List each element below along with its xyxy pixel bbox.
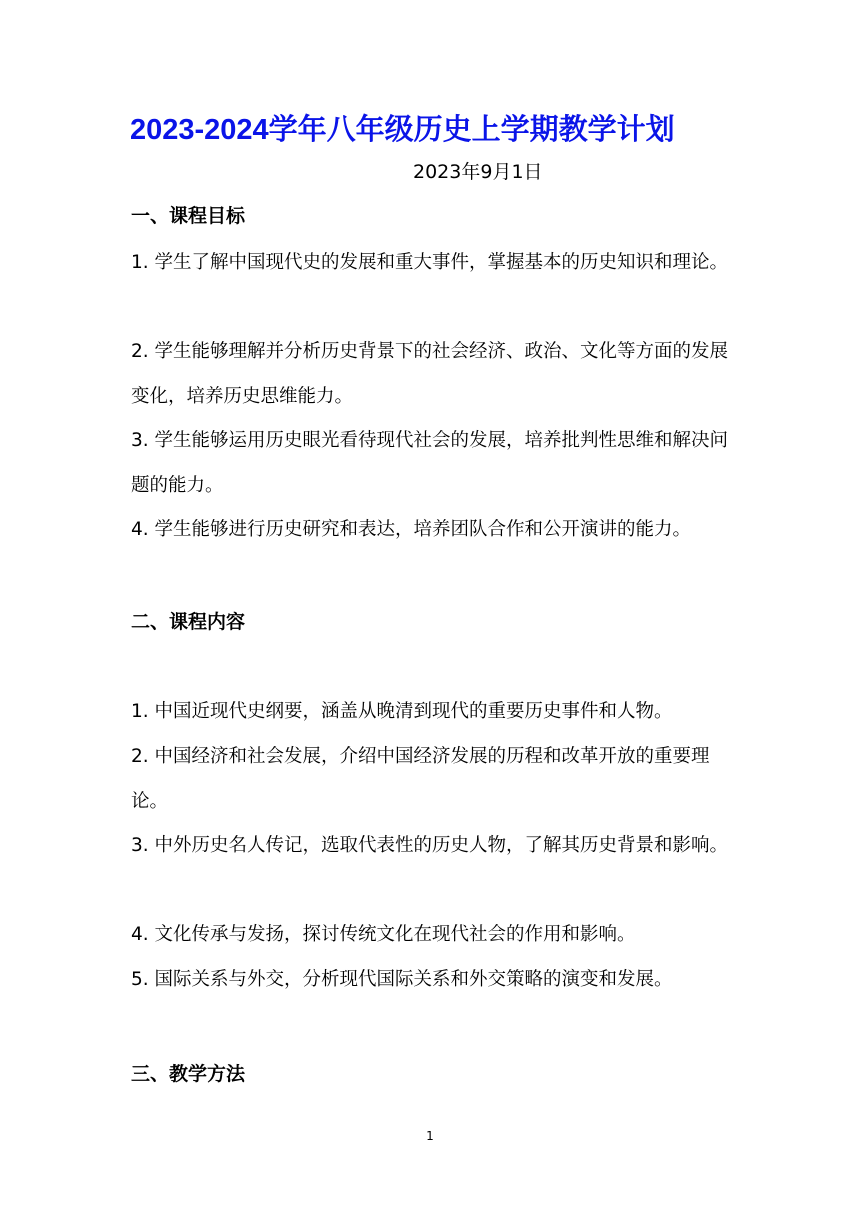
content-item-4: 4. 文化传承与发扬，探讨传统文化在现代社会的作用和影响。: [131, 924, 636, 945]
content-item-5: 5. 国际关系与外交，分析现代国际关系和外交策略的演变和发展。: [131, 969, 673, 990]
section-heading-methods: 三、教学方法: [131, 1063, 246, 1085]
content-item-2: 2. 中国经济和社会发展，介绍中国经济发展的历程和改革开放的重要理论。: [131, 746, 710, 812]
goal-item-4: 4. 学生能够进行历史研究和表达，培养团队合作和公开演讲的能力。: [131, 519, 692, 540]
section-heading-content: 二、课程内容: [131, 611, 246, 633]
document-date: 2023年9月1日: [413, 161, 543, 183]
content-item-3: 3. 中外历史名人传记，选取代表性的历史人物，了解其历史背景和影响。: [131, 835, 729, 856]
goal-item-1: 1. 学生了解中国现代史的发展和重大事件，掌握基本的历史知识和理论。: [131, 252, 729, 273]
section-heading-goals: 一、课程目标: [131, 205, 246, 227]
document-title: 2023-2024学年八年级历史上学期教学计划: [130, 114, 675, 146]
goal-item-3: 3. 学生能够运用历史眼光看待现代社会的发展，培养批判性思维和解决问题的能力。: [131, 430, 729, 496]
page-number: 1: [426, 1129, 434, 1143]
goal-item-2: 2. 学生能够理解并分析历史背景下的社会经济、政治、文化等方面的发展变化，培养历史思维能力。: [131, 341, 729, 407]
content-item-1: 1. 中国近现代史纲要，涵盖从晚清到现代的重要历史事件和人物。: [131, 701, 673, 722]
